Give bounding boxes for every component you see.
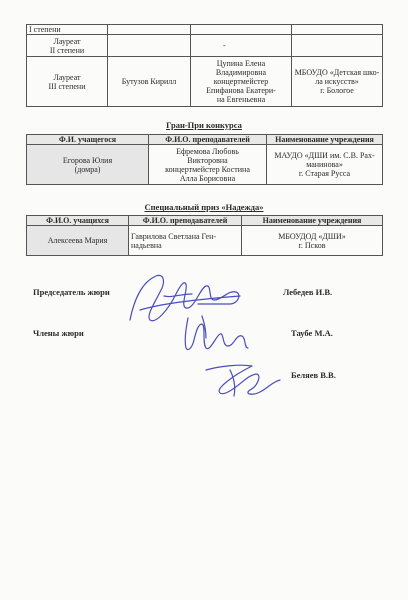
school-cell: МАУДО «ДШИ им. С.В. Рах- манинова» г. Старая Русса (267, 145, 383, 185)
special-heading: Специальный приз «Надежда» (144, 202, 264, 212)
student-cell: Бутузов Кирилл (108, 57, 191, 107)
col-header: Наименование учреждения (267, 135, 383, 145)
table-header-row (27, 135, 383, 145)
table-row (27, 35, 383, 57)
student-cell (108, 25, 191, 35)
col-header: Ф.И.О. преподавателей (149, 135, 267, 145)
table-row (27, 145, 383, 185)
signature-member2-icon (200, 356, 284, 402)
table-row (27, 25, 383, 35)
jury-members-label: Члены жюри (33, 328, 84, 338)
jury-chair-label: Председатель жюри (33, 287, 110, 297)
school-cell (292, 25, 383, 35)
teacher-cell: Ефремова Любовь Викторовна концертмейстер Костина Алла Борисовна (149, 145, 267, 185)
place-cell: I степени (27, 25, 108, 35)
teacher-cell (191, 25, 292, 35)
col-header: Ф.И.О. учащихся (27, 216, 129, 226)
table-header-row (27, 216, 383, 226)
school-cell: МБОУДО «Детская шко- ла искусств» г. Бологое (292, 57, 383, 107)
teacher-cell: Цупина Елена Владимировна концертмейстер Епифанова Екатери- на Евгеньевна (191, 57, 292, 107)
school-cell (292, 35, 383, 57)
col-header: Ф.И. учащегося (27, 135, 149, 145)
special-table (26, 215, 383, 256)
student-cell: Егорова Юлия (домра) (27, 145, 149, 185)
place-cell: Лауреат II степени (27, 35, 108, 57)
school-cell: МБОУДОД «ДШИ» г. Псков (242, 226, 383, 256)
signature-member1-icon (176, 312, 256, 356)
place-cell: Лауреат III степени (27, 57, 108, 107)
teacher-cell: - (191, 35, 292, 57)
teacher-cell: Гаврилова Светлана Ген- надьевна (129, 226, 242, 256)
jury-chair-name: Лебедев И.В. (283, 287, 333, 297)
grandprix-heading: Гран-При конкурса (166, 120, 242, 130)
table-row (27, 57, 383, 107)
jury-member-1: Таубе М.А. (291, 328, 333, 338)
grandprix-table (26, 134, 383, 185)
student-cell (108, 35, 191, 57)
prize-table (26, 24, 383, 107)
col-header: Наименование учреждения (242, 216, 383, 226)
table-row (27, 226, 383, 256)
jury-member-2: Беляев В.В. (291, 370, 336, 380)
col-header: Ф.И.О. преподавателей (129, 216, 242, 226)
student-cell: Алексеева Мария (27, 226, 129, 256)
